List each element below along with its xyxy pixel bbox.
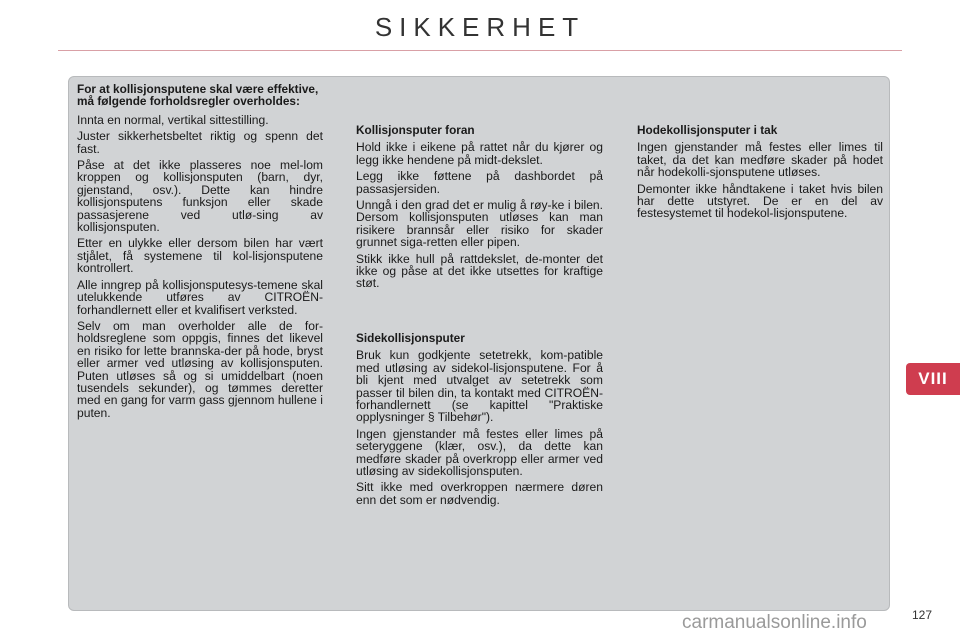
page-number: 127 bbox=[912, 608, 933, 622]
title-divider bbox=[58, 50, 902, 51]
paragraph: Ingen gjenstander må festes eller limes på seteryggene (klær, osv.), da dette kan medføre skader på overkropp eller armer ved utløsing av sidekollisjonsputen. bbox=[356, 426, 603, 478]
column-curtain-airbags bbox=[637, 124, 883, 224]
column-front-and-side-airbags bbox=[356, 124, 603, 510]
general-precautions-heading: For at kollisjonsputene skal være effektive, må følgende forholdsregler overholdes: bbox=[77, 82, 319, 109]
paragraph: Innta en normal, vertikal sittestilling. bbox=[77, 112, 269, 127]
side-airbags-heading: Sidekollisjonsputer bbox=[356, 330, 465, 345]
curtain-airbags-heading: Hodekollisjonsputer i tak bbox=[637, 123, 778, 137]
paragraph: Selv om man overholder alle de for-holdsreglene som oppgis, finnes det likevel en risiko for lette brannska-der på hode, bryst eller armer ved utløsing av kollisjonsputen. Puten utløses så og si umiddelbart (noen tusendels sekunder), og tømmes deretter med en gang for varm gass gjennom hullene i puten. bbox=[77, 318, 323, 420]
front-airbags-heading: Kollisjonsputer foran bbox=[356, 123, 475, 137]
page-title: SIKKERHET bbox=[374, 12, 586, 42]
paragraph: Bruk kun godkjente setetrekk, kom-patible med utløsing av sidekol-lisjonsputene. For å bli kjent med utvalget av setetrekk som passer til bilen din, ta kontakt med CITROËN-forhandlernett (se kapittel "Praktiske opplysninger § Tilbehør"). bbox=[356, 348, 603, 425]
paragraph: Hold ikke i eikene på rattet når du kjører og legg ikke hendene på midt-dekslet. bbox=[356, 140, 603, 167]
paragraph: Etter en ulykke eller dersom bilen har vært stjålet, få systemene til kol-lisjonsputene kontrollert. bbox=[77, 236, 323, 276]
paragraph: Påse at det ikke plasseres noe mel-lom kroppen og kollisjonsputen (barn, dyr, gjenstand, osv.). Dette kan hindre kollisjonsputens funksjon eller skade passasjerene ved utlø-sing av kollisjonsputen. bbox=[77, 158, 323, 235]
watermark: carmanualsonline.info bbox=[682, 612, 867, 633]
paragraph: Stikk ikke hull på rattdekslet, de-monter det ikke og påse at det ikke utsettes for kraftige støt. bbox=[356, 251, 603, 291]
paragraph: Juster sikkerhetsbeltet riktig og spenn det fast. bbox=[77, 129, 323, 156]
chapter-tab: VIII bbox=[906, 363, 960, 395]
paragraph: Ingen gjenstander må festes eller limes til taket, da det kan medføre skader på hodet når hodekolli-sjonsputene utløses. bbox=[637, 140, 883, 180]
column-general-precautions bbox=[77, 83, 323, 423]
paragraph: Legg ikke føttene på dashbordet på passasjersiden. bbox=[356, 169, 603, 196]
paragraph: Unngå i den grad det er mulig å røy-ke i bilen. Dersom kollisjonsputen utløses kan man risikere brannsår eller risiko for skader grunnet siga-retten eller pipen. bbox=[356, 198, 603, 250]
paragraph: Demonter ikke håndtakene i taket hvis bilen har dette utstyret. De er en del av festesystemet til hodekol-lisjonsputene. bbox=[637, 181, 883, 221]
content-panel bbox=[68, 76, 890, 611]
paragraph: Alle inngrep på kollisjonsputesys-temene skal utelukkende utføres av CITROËN-forhandlernett eller et kvalifisert verksted. bbox=[77, 277, 323, 317]
paragraph: Sitt ikke med overkroppen nærmere døren enn det som er nødvendig. bbox=[356, 480, 603, 507]
